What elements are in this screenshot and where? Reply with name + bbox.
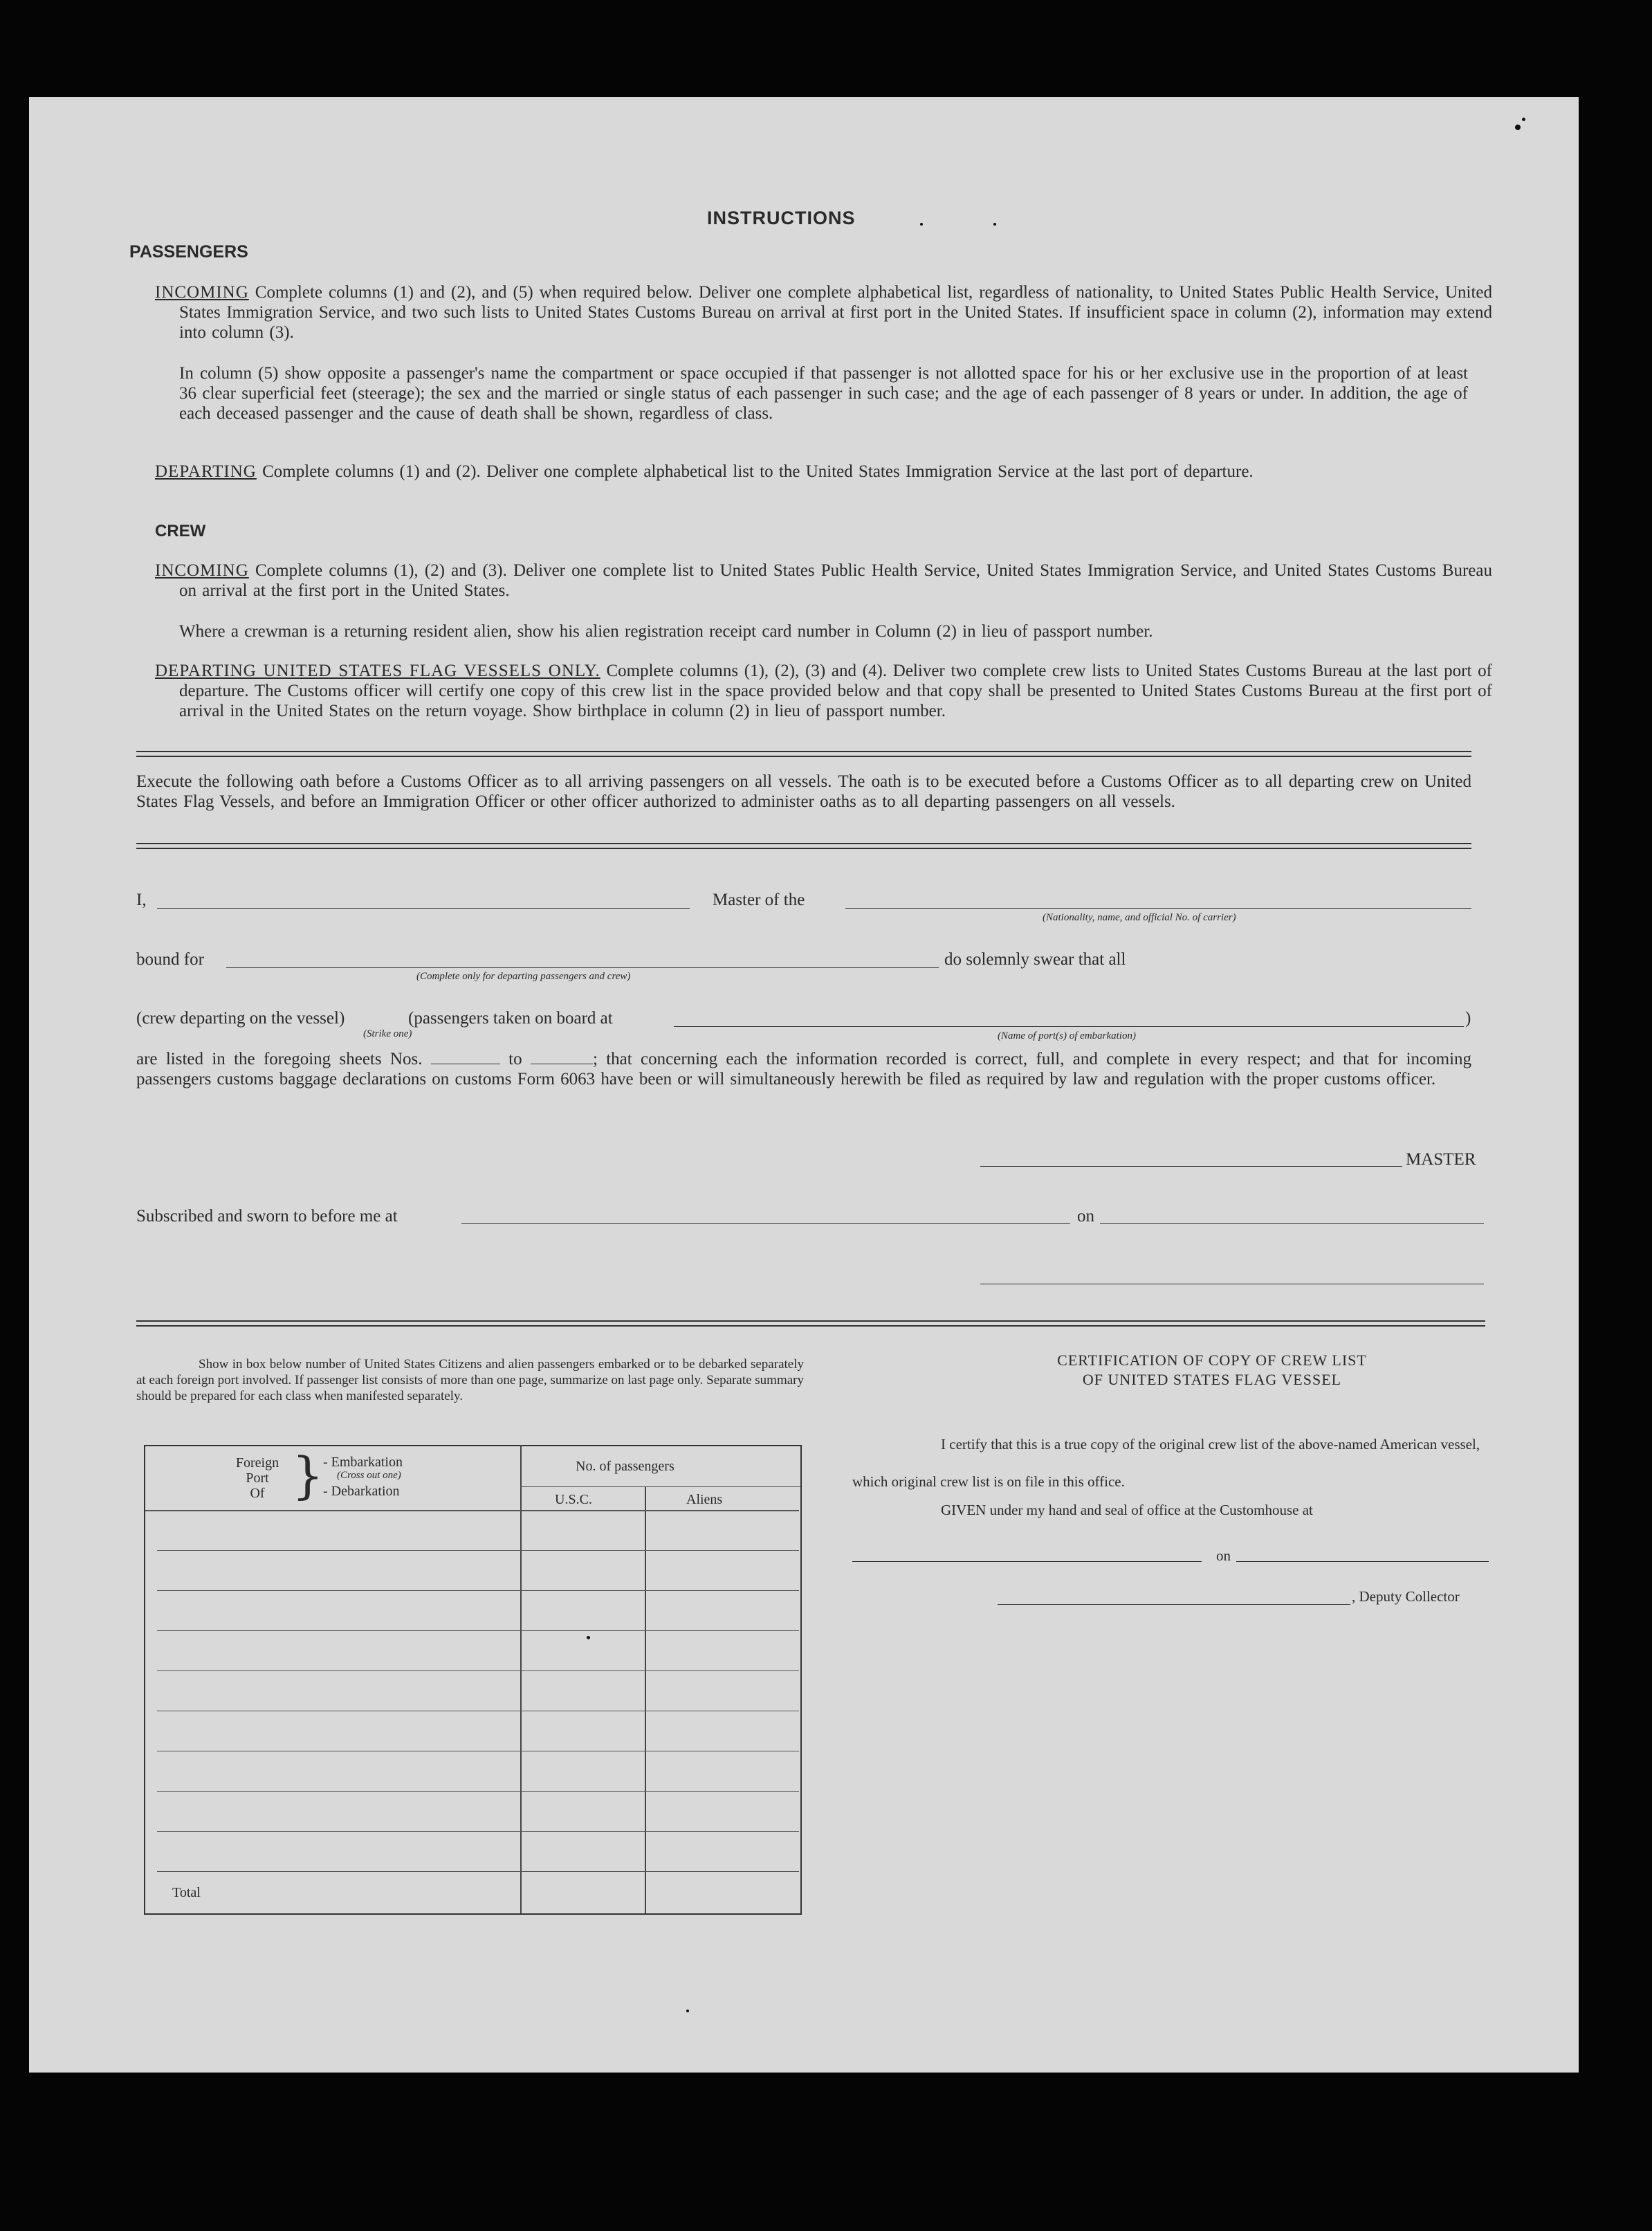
strike-one-caption: (Strike one)	[363, 1028, 412, 1039]
table-row[interactable]	[157, 1791, 799, 1792]
deputy-collector-signature-field[interactable]	[998, 1604, 1350, 1605]
total-label: Total	[172, 1885, 201, 1900]
certification-date-field[interactable]	[1236, 1561, 1489, 1562]
oath-intro-text: Execute the following oath before a Customs Officer as to all arriving passengers on all vessels. The oath is to be executed before a Customs Officer as to all departing crew on United States Flag Vessels, and before an Immigration Officer or other officer authorized to administer oaths as to all departing passengers on all vessels.	[136, 772, 1471, 811]
sheets-suffix: ; that concerning each the information recorded is correct, full, and complete in every respect; and that for incoming passengers customs baggage declarations on customs Form 6063 have been or will simultaneously herewith be filed as required by law and regulation with the proper customs officer.	[136, 1050, 1472, 1089]
carrier-caption: (Nationality, name, and official No. of carrier)	[1043, 912, 1236, 923]
bound-for-label: bound for	[136, 950, 204, 969]
subscribed-label: Subscribed and sworn to before me at	[136, 1207, 398, 1226]
speck	[1522, 118, 1525, 121]
bound-for-caption: (Complete only for departing passengers and crew)	[416, 971, 631, 982]
carrier-field[interactable]	[845, 908, 1471, 909]
sheets-to-label: to	[508, 1050, 522, 1068]
passengers-heading: PASSENGERS	[129, 242, 248, 262]
brace-icon: }	[292, 1446, 324, 1504]
ports-caption: (Name of port(s) of embarkation)	[998, 1030, 1136, 1041]
header-rule	[145, 1510, 799, 1511]
certification-heading-line2: OF UNITED STATES FLAG VESSEL	[1082, 1371, 1342, 1388]
master-name-field[interactable]	[157, 908, 690, 909]
usc-header: U.S.C.	[555, 1492, 592, 1507]
crew-departing-section	[155, 661, 1492, 721]
speck	[686, 2010, 689, 2012]
summary-note: Show in box below number of United States Citizens and alien passengers embarked or to be debarked separately at each foreign port involved. If passenger list consists of more than one page, summarize on last page only. Separate summary should be prepared for each class when manifested separately.	[136, 1357, 804, 1403]
customhouse-field[interactable]	[852, 1561, 1202, 1562]
sheet-from-field[interactable]	[431, 1051, 500, 1064]
crew-heading: CREW	[155, 522, 206, 540]
crew-resident-text: Where a crewman is a returning resident alien, show his alien registration receipt card number in Column (2) in lieu of passport number.	[179, 622, 1153, 641]
master-of-the-label: Master of the	[713, 891, 805, 909]
debarkation-option[interactable]: - Debarkation	[323, 1484, 400, 1499]
speck	[587, 1636, 590, 1639]
passengers-incoming-label: INCOMING	[155, 283, 249, 302]
cross-out-caption: (Cross out one)	[337, 1470, 401, 1481]
document-page	[29, 97, 1579, 2073]
bound-for-field[interactable]	[226, 967, 939, 968]
section-divider	[136, 1320, 1485, 1327]
certification-heading	[894, 1351, 1530, 1390]
oath-i-label: I,	[136, 891, 147, 909]
speck	[993, 223, 996, 226]
crew-departing-label: DEPARTING UNITED STATES FLAG VESSELS ONLY.	[155, 662, 600, 680]
port-word: Port	[246, 1470, 269, 1486]
sheets-prefix: are listed in the foregoing sheets Nos.	[136, 1050, 423, 1068]
certification-on-label: on	[1216, 1547, 1231, 1564]
close-paren: )	[1465, 1009, 1471, 1028]
of-word: Of	[250, 1486, 265, 1501]
swear-label: do solemnly swear that all	[944, 950, 1126, 969]
table-row[interactable]	[157, 1550, 799, 1551]
given-text: GIVEN under my hand and seal of office at the Customhouse at	[941, 1502, 1313, 1518]
sheet-to-field[interactable]	[531, 1051, 593, 1064]
sworn-on-field[interactable]	[1100, 1223, 1484, 1224]
speck	[920, 223, 923, 226]
no-of-passengers-header: No. of passengers	[576, 1459, 674, 1474]
certification-text: I certify that this is a true copy of the original crew list of the above-named American vessel, which original crew list is on file in this office.	[852, 1436, 1480, 1490]
table-row[interactable]	[157, 1630, 799, 1631]
sworn-at-field[interactable]	[461, 1223, 1070, 1224]
embarkation-option[interactable]: - Embarkation	[323, 1455, 403, 1470]
speck	[1515, 125, 1521, 130]
passengers-departing-text: Complete columns (1) and (2). Deliver one complete alphabetical list to the United States Immigration Service at the last port of departure.	[262, 462, 1254, 481]
certification-heading-line1: CERTIFICATION OF COPY OF CREW LIST	[1057, 1351, 1367, 1369]
passengers-incoming-text: Complete columns (1) and (2), and (5) when required below. Deliver one complete alphabetical list, regardless of nationality, to United States Public Health Service, United States Immigration Service, and two such lists to United States Customs Bureau on arrival at first port in the United States. If insufficient space in column (2), information may extend into column (3).	[179, 283, 1493, 342]
master-label: MASTER	[1406, 1150, 1476, 1169]
passengers-taken-option: (passengers taken on board at	[408, 1009, 613, 1028]
crew-incoming-section	[155, 561, 1492, 601]
crew-departing-text: Complete columns (1), (2), (3) and (4). Deliver two complete crew lists to United States Customs Bureau at the last port of departure. The Customs officer will certify one copy of this crew list in the space provided below and that copy shall be presented to United States Customs Bureau at the first port of arrival in the United States on the return voyage. Show birthplace in column (2) in lieu of passport number.	[179, 662, 1492, 720]
sworn-on-label: on	[1077, 1207, 1094, 1226]
aliens-header: Aliens	[686, 1492, 723, 1507]
header-rule	[520, 1486, 800, 1487]
crew-departing-option: (crew departing on the vessel)	[136, 1009, 345, 1028]
section-divider	[136, 843, 1471, 849]
table-row[interactable]	[157, 1871, 799, 1872]
foreign-port-of-header	[226, 1455, 288, 1501]
page-title: INSTRUCTIONS	[707, 208, 856, 228]
column-divider	[520, 1445, 522, 1913]
crew-incoming-label: INCOMING	[155, 561, 249, 580]
foreign-word: Foreign	[235, 1455, 279, 1470]
ports-of-embarkation-field[interactable]	[674, 1026, 1464, 1027]
crew-incoming-text: Complete columns (1), (2) and (3). Deliver one complete list to United States Public Health Service, United States Immigration Service, and United States Customs Bureau on arrival at the first port in the United States.	[179, 561, 1492, 600]
passengers-departing-section	[155, 462, 1492, 482]
section-divider	[136, 751, 1471, 757]
master-signature-field[interactable]	[980, 1166, 1402, 1167]
table-row[interactable]	[157, 1831, 799, 1832]
passengers-departing-label: DEPARTING	[155, 462, 257, 481]
deputy-collector-label: , Deputy Collector	[1352, 1588, 1460, 1605]
table-row[interactable]	[157, 1670, 799, 1671]
passengers-incoming-section	[155, 282, 1492, 343]
passenger-summary-table	[144, 1445, 802, 1915]
sheets-statement	[136, 1049, 1471, 1089]
passengers-column5-text: In column (5) show opposite a passenger's name the compartment or space occupied if that passenger is not allotted space for his or her exclusive use in the proportion of at least 36 clear superficial feet (steerage); the sex and the married or single status of each passenger in such case; and the age of each passenger of 8 years or under. In addition, the age of each deceased passenger and the cause of death shall be shown, regardless of class.	[179, 364, 1468, 423]
table-row[interactable]	[157, 1590, 799, 1591]
